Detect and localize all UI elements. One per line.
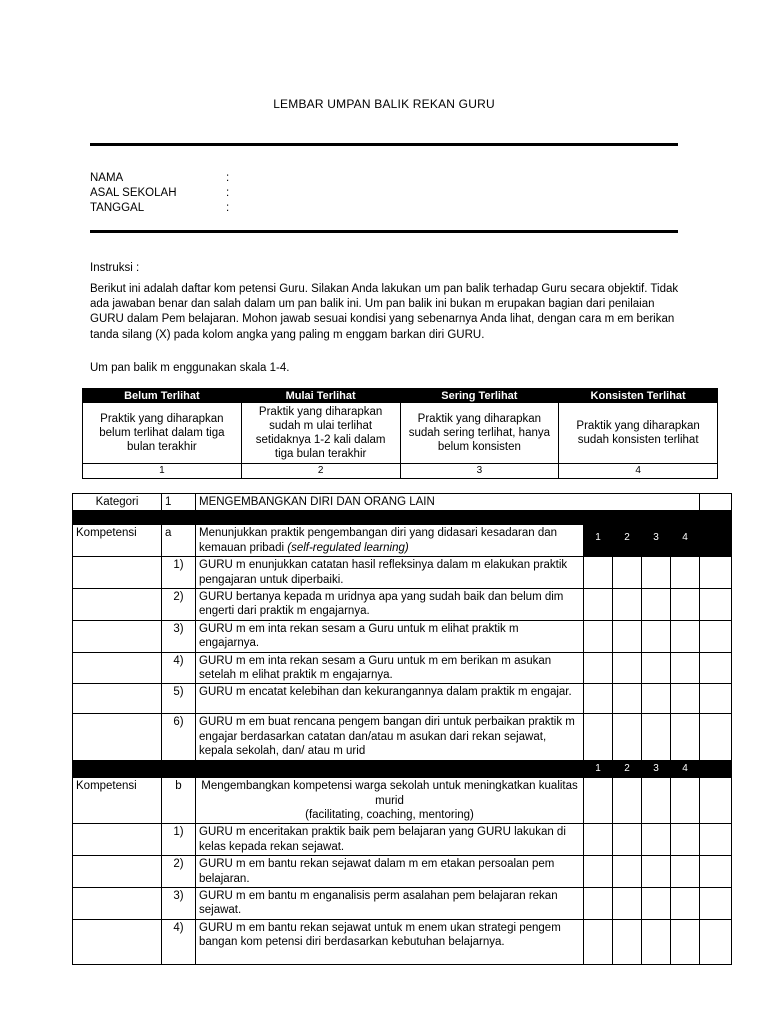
rating-cell-1[interactable] bbox=[584, 919, 613, 964]
competency-a-label: Kompetensi bbox=[73, 525, 162, 557]
rating-cell-2[interactable] bbox=[613, 557, 642, 589]
item-number: 6) bbox=[162, 714, 196, 760]
item-number: 1) bbox=[162, 557, 196, 589]
rating-cell-2[interactable] bbox=[613, 856, 642, 888]
date-colon: : bbox=[226, 202, 230, 214]
category-number: 1 bbox=[162, 494, 196, 511]
competency-b-title-line1: Mengembangkan kompetensi warga sekolah untuk meningkatkan kualitas murid bbox=[201, 780, 578, 807]
extra-cell bbox=[700, 684, 732, 714]
instructions-heading: Instruksi : bbox=[90, 262, 140, 274]
extra-cell bbox=[700, 919, 732, 964]
rating-cell-4[interactable] bbox=[671, 684, 700, 714]
competency-b-title bbox=[196, 778, 584, 824]
rating-cell-3 bbox=[642, 778, 671, 824]
scale-col-blank bbox=[700, 525, 732, 557]
item-text: GURU m em bantu m enganalisis perm asalahan pem belajaran rekan sejawat. bbox=[196, 887, 584, 919]
category-blank-cell bbox=[700, 494, 732, 511]
extra-cell bbox=[700, 714, 732, 760]
competency-a-title-text: Menunjukkan praktik pengembangan diri yang didasari kesadaran dan kemauan pribadi bbox=[199, 527, 558, 554]
rating-cell-3[interactable] bbox=[642, 824, 671, 856]
table-row bbox=[73, 919, 732, 964]
scale-header-row bbox=[83, 389, 718, 403]
table-row bbox=[73, 620, 732, 652]
item-text: GURU bertanya kepada m uridnya apa yang sudah baik dan belum dim engerti dari praktik m engajarnya. bbox=[196, 589, 584, 621]
rating-cell-3[interactable] bbox=[642, 620, 671, 652]
rating-cell-4[interactable] bbox=[671, 620, 700, 652]
rating-cell-4[interactable] bbox=[671, 557, 700, 589]
rating-cell-3[interactable] bbox=[642, 714, 671, 760]
scale-header-3: Sering Terlihat bbox=[400, 389, 559, 403]
rating-cell-3[interactable] bbox=[642, 652, 671, 684]
table-row bbox=[73, 824, 732, 856]
rating-cell-1[interactable] bbox=[584, 824, 613, 856]
scale-col-4: 4 bbox=[671, 760, 700, 777]
item-text: GURU m em bantu rekan sejawat untuk m enem ukan strategi pengem bangan kom petensi diri berdasarkan kebutuhan belajarnya. bbox=[196, 919, 584, 964]
competency-b-letter: b bbox=[162, 778, 196, 824]
empty-cell bbox=[73, 684, 162, 714]
black-bar-cell bbox=[73, 511, 732, 525]
rating-cell-2[interactable] bbox=[613, 652, 642, 684]
empty-cell bbox=[73, 824, 162, 856]
black-bar-right bbox=[700, 760, 732, 777]
rating-cell-3[interactable] bbox=[642, 887, 671, 919]
scale-col-1: 1 bbox=[584, 760, 613, 777]
rating-cell-4[interactable] bbox=[671, 652, 700, 684]
rating-cell-1[interactable] bbox=[584, 856, 613, 888]
item-number: 3) bbox=[162, 620, 196, 652]
rating-cell-4[interactable] bbox=[671, 887, 700, 919]
item-text: GURU m enunjukkan catatan hasil refleksinya dalam m elakukan praktik pengajaran untuk diperbaiki. bbox=[196, 557, 584, 589]
item-text: GURU m em inta rekan sesam a Guru untuk m elihat praktik m engajarnya. bbox=[196, 620, 584, 652]
table-row bbox=[73, 856, 732, 888]
scale-legend-table bbox=[82, 388, 718, 479]
rating-cell-2[interactable] bbox=[613, 620, 642, 652]
item-number: 4) bbox=[162, 652, 196, 684]
rating-cell-4[interactable] bbox=[671, 824, 700, 856]
scale-desc-2: Praktik yang diharapkan sudah m ulai terlihat setidaknya 1-2 kali dalam tiga bulan terakhir bbox=[241, 403, 400, 464]
item-number: 2) bbox=[162, 589, 196, 621]
item-text: GURU m em buat rencana pengem bangan diri untuk perbaikan praktik m engajar berdasarkan catatan dan/atau m asukan dari rekan sejawat, kepala sekolah, dan/ atau m urid bbox=[196, 714, 584, 760]
table-row bbox=[73, 684, 732, 714]
empty-cell bbox=[73, 887, 162, 919]
extra-cell bbox=[700, 652, 732, 684]
rating-cell-1[interactable] bbox=[584, 887, 613, 919]
rating-cell-1[interactable] bbox=[584, 652, 613, 684]
rating-cell-4[interactable] bbox=[671, 589, 700, 621]
rating-cell-1[interactable] bbox=[584, 557, 613, 589]
rating-cell-3[interactable] bbox=[642, 856, 671, 888]
category-black-bar bbox=[73, 511, 732, 525]
top-divider bbox=[90, 143, 678, 146]
rating-cell-4 bbox=[671, 778, 700, 824]
table-row bbox=[73, 557, 732, 589]
category-row bbox=[73, 494, 732, 511]
empty-cell bbox=[73, 856, 162, 888]
item-number: 5) bbox=[162, 684, 196, 714]
table-row bbox=[73, 589, 732, 621]
item-text: GURU m em inta rekan sesam a Guru untuk m em berikan m asukan setelah m elihat praktik m engajarnya. bbox=[196, 652, 584, 684]
name-colon: : bbox=[226, 172, 230, 184]
category-name: MENGEMBANGKAN DIRI DAN ORANG LAIN bbox=[196, 494, 700, 511]
extra-cell bbox=[700, 589, 732, 621]
rating-cell-1[interactable] bbox=[584, 589, 613, 621]
school-label: ASAL SEKOLAH bbox=[90, 187, 177, 199]
table-row bbox=[73, 652, 732, 684]
scale-number-2: 2 bbox=[241, 464, 400, 479]
identity-divider bbox=[90, 230, 678, 233]
rating-cell-3[interactable] bbox=[642, 557, 671, 589]
rating-cell-1[interactable] bbox=[584, 620, 613, 652]
identity-row-name bbox=[90, 171, 229, 186]
scale-desc-1: Praktik yang diharapkan belum terlihat dalam tiga bulan terakhir bbox=[83, 403, 242, 464]
competency-b-label: Kompetensi bbox=[73, 778, 162, 824]
scale-note: Um pan balik m enggunakan skala 1-4. bbox=[90, 362, 290, 374]
date-label: TANGGAL bbox=[90, 202, 145, 214]
rating-cell-2[interactable] bbox=[613, 714, 642, 760]
scale-col-2: 2 bbox=[613, 760, 642, 777]
rating-cell-2 bbox=[613, 778, 642, 824]
scale-header-2: Mulai Terlihat bbox=[241, 389, 400, 403]
rating-cell-3[interactable] bbox=[642, 919, 671, 964]
rating-cell-1[interactable] bbox=[584, 714, 613, 760]
table-row bbox=[73, 887, 732, 919]
extra-cell bbox=[700, 620, 732, 652]
identity-row-date bbox=[90, 201, 229, 216]
empty-cell bbox=[73, 557, 162, 589]
scale-number-4: 4 bbox=[559, 464, 718, 479]
rating-cell-3[interactable] bbox=[642, 589, 671, 621]
item-number: 1) bbox=[162, 824, 196, 856]
instructions-body: Berikut ini adalah daftar kom petensi Guru. Silakan Anda lakukan um pan balik terhadap Guru secara objektif. Tidak ada jawaban benar dan salah dalam um pan balik ini. Um pan balik ini bukan m erupakan bagian dari penilaian GURU dalam Pem belajaran. Mohon jawab sesuai kondisi yang sebenarnya Anda lihat, dengan cara m em berikan tanda silang (X) pada kolom angka yang paling m enggam barkan diri GURU. bbox=[90, 283, 679, 341]
scale-number-row bbox=[83, 464, 718, 479]
competency-table bbox=[72, 493, 732, 965]
rating-cell-4[interactable] bbox=[671, 919, 700, 964]
identity-row-school bbox=[90, 186, 229, 201]
rating-cell-2[interactable] bbox=[613, 887, 642, 919]
document-title: LEMBAR UMPAN BALIK REKAN GURU bbox=[273, 97, 495, 111]
scale-col-3: 3 bbox=[642, 760, 671, 777]
rating-cell-3[interactable] bbox=[642, 684, 671, 714]
item-text: GURU m em bantu rekan sejawat dalam m em etakan persoalan pem belajaran. bbox=[196, 856, 584, 888]
rating-cell-1[interactable] bbox=[584, 684, 613, 714]
scale-header-4: Konsisten Terlihat bbox=[559, 389, 718, 403]
competency-b-row bbox=[73, 778, 732, 824]
black-bar-left bbox=[73, 760, 584, 777]
name-label: NAMA bbox=[90, 172, 124, 184]
competency-a-row bbox=[73, 525, 732, 557]
competency-a-letter: a bbox=[162, 525, 196, 557]
empty-cell bbox=[73, 714, 162, 760]
empty-cell bbox=[73, 589, 162, 621]
empty-cell bbox=[73, 620, 162, 652]
scale-number-3: 3 bbox=[400, 464, 559, 479]
rating-cell-2[interactable] bbox=[613, 684, 642, 714]
rating-cell-2[interactable] bbox=[613, 589, 642, 621]
extra-cell bbox=[700, 557, 732, 589]
table-row bbox=[73, 714, 732, 760]
empty-cell bbox=[73, 919, 162, 964]
scale-col-4: 4 bbox=[671, 525, 700, 557]
identity-block bbox=[90, 171, 229, 216]
competency-a-title bbox=[196, 525, 584, 557]
scale-number-bar bbox=[73, 760, 732, 777]
extra-cell bbox=[700, 778, 732, 824]
category-label: Kategori bbox=[73, 494, 162, 511]
rating-cell-1 bbox=[584, 778, 613, 824]
item-text: GURU m encatat kelebihan dan kekurangannya dalam praktik m engajar. bbox=[196, 684, 584, 714]
extra-cell bbox=[700, 887, 732, 919]
scale-col-2: 2 bbox=[613, 525, 642, 557]
scale-description-row bbox=[83, 403, 718, 464]
rating-cell-4[interactable] bbox=[671, 714, 700, 760]
scale-col-3: 3 bbox=[642, 525, 671, 557]
scale-number-1: 1 bbox=[83, 464, 242, 479]
rating-cell-2[interactable] bbox=[613, 919, 642, 964]
item-number: 4) bbox=[162, 919, 196, 964]
scale-desc-4: Praktik yang diharapkan sudah konsisten terlihat bbox=[559, 403, 718, 464]
item-number: 2) bbox=[162, 856, 196, 888]
empty-cell bbox=[73, 652, 162, 684]
extra-cell bbox=[700, 824, 732, 856]
scale-desc-3: Praktik yang diharapkan sudah sering terlihat, hanya belum konsisten bbox=[400, 403, 559, 464]
competency-b-title-line2: (facilitating, coaching, mentoring) bbox=[305, 808, 474, 821]
rating-cell-4[interactable] bbox=[671, 856, 700, 888]
rating-cell-2[interactable] bbox=[613, 824, 642, 856]
scale-col-1: 1 bbox=[584, 525, 613, 557]
school-colon: : bbox=[226, 187, 230, 199]
extra-cell bbox=[700, 856, 732, 888]
item-number: 3) bbox=[162, 887, 196, 919]
scale-header-1: Belum Terlihat bbox=[83, 389, 242, 403]
item-text: GURU m enceritakan praktik baik pem belajaran yang GURU lakukan di kelas kepada rekan sejawat. bbox=[196, 824, 584, 856]
competency-a-title-italic: (self-regulated learning) bbox=[287, 541, 409, 554]
